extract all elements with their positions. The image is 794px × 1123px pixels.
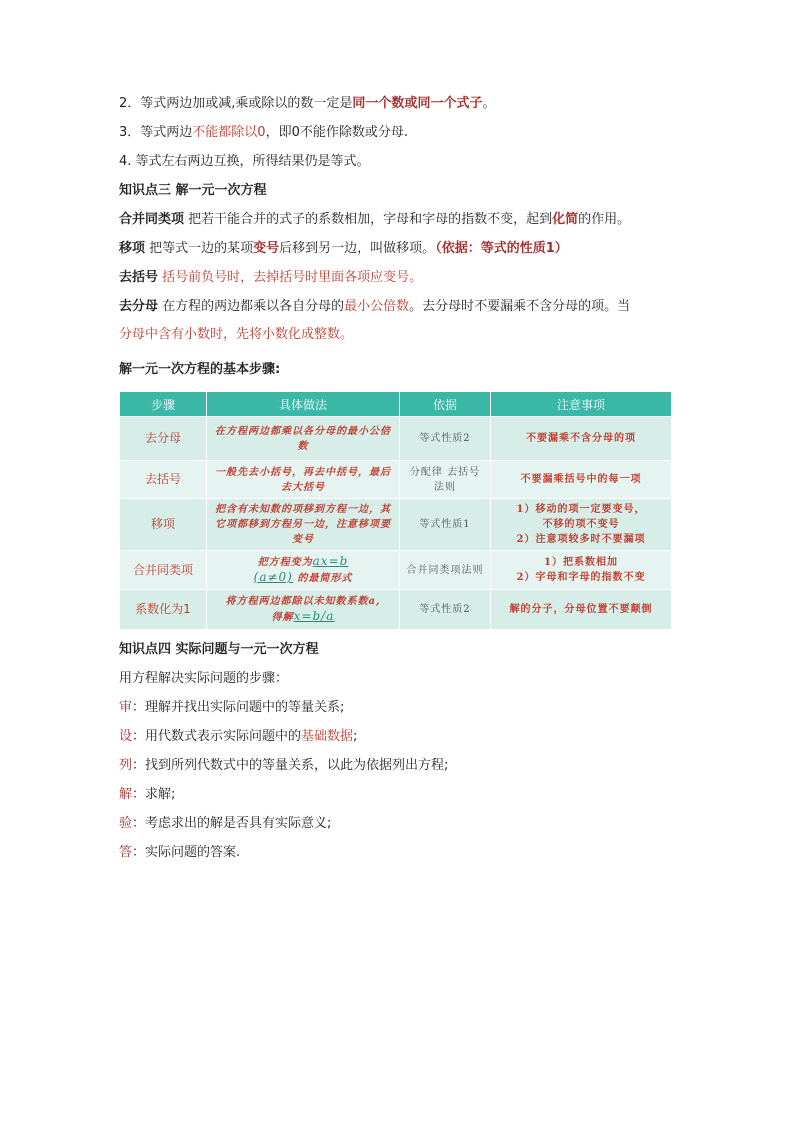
property-end: 。: [482, 96, 496, 111]
term-definition: 。去分母时不要漏乘不含分母的项。当: [409, 299, 631, 314]
term-label: 去括号: [119, 270, 159, 285]
highlight-same-number: 同一个数: [352, 96, 405, 111]
basis-cell: 分配律 去括号法则: [400, 461, 491, 499]
note-line: 2）字母和字母的指数不变: [516, 572, 646, 583]
step-label: 验: [119, 816, 133, 831]
note-cell: 不要漏乘括号中的每一项: [491, 461, 672, 499]
list-item: [119, 729, 679, 745]
merge-like-terms: [119, 212, 679, 228]
property-text: 等式左右两边互换，所得结果仍是等式。: [131, 154, 370, 169]
method-cell: 一般先去小括号，再去中括号，最后去大括号: [207, 461, 400, 499]
note-line: 不移的项不变号: [542, 519, 620, 530]
highlight-change-sign: 变号: [253, 241, 280, 256]
list-item: [119, 787, 679, 803]
equation-condition: (a≠0): [253, 570, 293, 584]
step-end: ;: [353, 729, 358, 744]
section4-title: 知识点四 实际问题与一元一次方程: [119, 642, 319, 657]
highlight-or: 或: [404, 96, 418, 111]
step-text: ：用代数式表示实际问题中的: [132, 729, 302, 744]
method-cell: 把含有未知数的项移到方程一边，其它项都移到方程另一边，注意移项要变号: [207, 499, 400, 551]
method-text: 得解: [271, 612, 294, 623]
term-label: 移项: [119, 241, 146, 256]
term-label: 合并同类项: [119, 212, 185, 227]
steps-title: 解一元一次方程的基本步骤:: [119, 362, 281, 377]
step-label: 设: [119, 729, 133, 744]
step-label: 列: [119, 758, 133, 773]
basis-cell: 合并同类项法则: [400, 551, 491, 590]
table-row: [120, 417, 672, 461]
method-text: 把方程变为: [257, 557, 313, 568]
method-text: 将方程两边都除以未知数系数a,: [225, 596, 381, 607]
note-cell: 解的分子，分母位置不要颠倒: [491, 590, 672, 630]
step-text: ：找到所列代数式中的等量关系，以此为依据列出方程;: [132, 758, 449, 773]
note-line: 2）注意项较多时不要漏项: [516, 534, 646, 545]
note-line: 1）把系数相加: [544, 557, 618, 568]
remove-brackets: [119, 270, 679, 286]
header-notes: 注意事项: [491, 392, 672, 417]
table-row: [120, 461, 672, 499]
steps-table: [119, 391, 672, 630]
basis-cell: 等式性质2: [400, 417, 491, 461]
method-cell: [207, 551, 400, 590]
term-end: 的作用。: [578, 212, 631, 227]
note-line: 1）移动的项一定要变号，: [516, 504, 646, 515]
equation-ax-b: ax=b: [312, 554, 349, 568]
step-cell: 去括号: [120, 461, 207, 499]
property-end: .: [403, 125, 408, 140]
property-3: [119, 125, 679, 141]
step-label: 审: [119, 700, 133, 715]
table-row: [120, 551, 672, 590]
term-definition-line2: 分母中含有小数时，先将小数化成整数。: [119, 327, 354, 342]
list-item: [119, 845, 679, 861]
step-label: 答: [119, 845, 133, 860]
term-definition: 在方程的两边都乘以各自分母的: [158, 299, 345, 314]
step-cell: 合并同类项: [120, 551, 207, 590]
document-page: [119, 96, 679, 874]
step-text: ：理解并找出实际问题中的等量关系;: [132, 700, 345, 715]
method-cell: 在方程两边都乘以各分母的最小公倍数: [207, 417, 400, 461]
term-definition: 后移到另一边，叫做移项。: [279, 241, 436, 256]
solution-formula: x=b/a: [293, 609, 335, 623]
step-cell: 移项: [120, 499, 207, 551]
step-text: ：实际问题的答案.: [132, 845, 241, 860]
method-cell: [207, 590, 400, 630]
property-text: ，即0不能作除数或分母: [265, 125, 404, 140]
item-number: 3．: [119, 125, 141, 140]
method-text: 的最简形式: [297, 573, 353, 584]
note-cell: [491, 499, 672, 551]
header-method: 具体做法: [207, 392, 400, 417]
table-row: [120, 590, 672, 630]
property-2: [119, 96, 679, 112]
list-item: [119, 816, 679, 832]
section3-title: 知识点三 解一元一次方程: [119, 183, 267, 198]
step-label: 解: [119, 787, 133, 802]
term-definition: 把若干能合并的式子的系数相加，字母和字母的指数不变，起到: [184, 212, 553, 227]
property-text: 等式两边加或减,乘或除以的数一定是: [140, 96, 353, 111]
header-step: 步骤: [120, 392, 207, 417]
remove-denominator: [119, 293, 679, 349]
list-item: [119, 758, 679, 774]
transpose: [119, 241, 679, 257]
highlight-lcm: 最小公倍数: [344, 299, 410, 314]
highlight-not-divide-zero: 不能都除以0: [192, 125, 266, 140]
header-basis: 依据: [400, 392, 491, 417]
highlight-same-expression: 同一个式子: [417, 96, 483, 111]
list-item: [119, 700, 679, 716]
note-cell: [491, 551, 672, 590]
term-definition: 括号前负号时，去掉括号时里面各项应变号。: [158, 270, 423, 285]
step-text: ：求解;: [132, 787, 176, 802]
step-cell: 去分母: [120, 417, 207, 461]
basis-cell: 等式性质2: [400, 590, 491, 630]
table-row: [120, 499, 672, 551]
table-header-row: [120, 392, 672, 417]
property-4: [119, 154, 679, 170]
item-number: 2．: [119, 96, 141, 111]
term-label: 去分母: [119, 299, 159, 314]
note-cell: 不要漏乘不含分母的项: [491, 417, 672, 461]
basis-note: （依据：等式的性质1）: [435, 241, 568, 256]
highlight-basic-data: 基础数据: [301, 729, 354, 744]
step-text: ：考虑求出的解是否具有实际意义;: [132, 816, 332, 831]
highlight-simplify: 化简: [552, 212, 579, 227]
item-number: 4.: [119, 154, 132, 169]
term-definition: 把等式一边的某项: [145, 241, 254, 256]
basis-cell: 等式性质1: [400, 499, 491, 551]
step-cell: 系数化为1: [120, 590, 207, 630]
property-text: 等式两边: [140, 125, 193, 140]
section4-intro: 用方程解决实际问题的步骤：: [119, 671, 289, 686]
